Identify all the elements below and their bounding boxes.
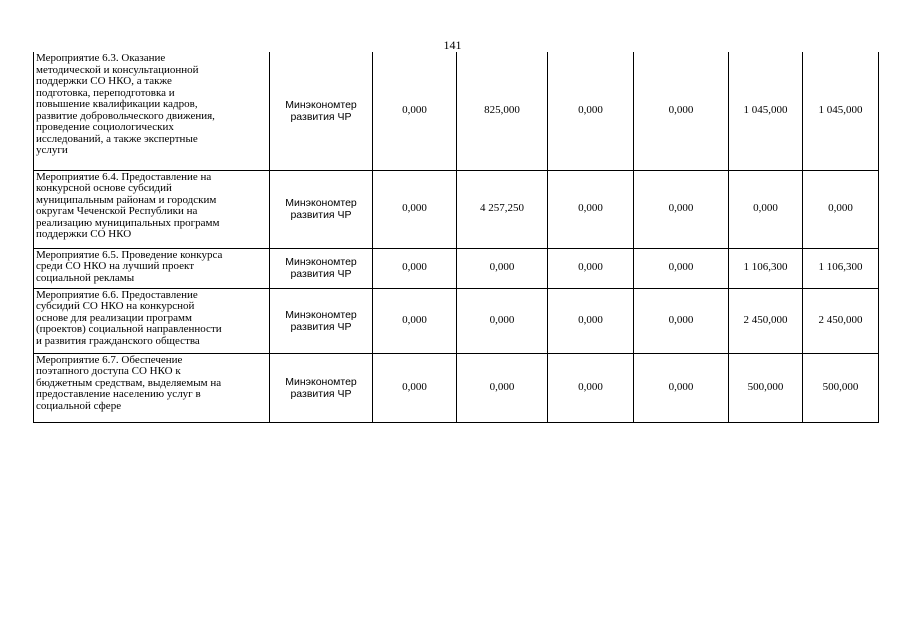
responsible-executor (270, 52, 373, 170)
amount-cell: 500,000 (803, 353, 879, 422)
amount-cell: 0,000 (548, 52, 634, 170)
table-row (34, 52, 879, 170)
activity-description (34, 353, 270, 422)
amount-cell: 0,000 (373, 52, 457, 170)
description-line: методической и консультационной (36, 63, 199, 76)
responsible-line: Минэкономтер (285, 197, 357, 209)
description-line: Мероприятие 6.5. Проведение конкурса (36, 248, 223, 261)
description-line: бюджетным средствам, выделяемым на (36, 376, 222, 389)
description-line: поэтапного доступа СО НКО к (36, 365, 181, 377)
description-line: Мероприятие 6.3. Оказание (36, 52, 166, 64)
amount-cell: 0,000 (548, 170, 634, 248)
amount-cell: 0,000 (548, 288, 634, 353)
responsible-line: Минэкономтер (285, 308, 357, 321)
description-line: поддержки СО НКО (36, 228, 132, 240)
amount-cell: 0,000 (373, 353, 457, 422)
responsible-line: развития ЧР (290, 268, 352, 280)
amount-cell: 0,000 (634, 52, 729, 170)
amount-cell: 500,000 (729, 353, 803, 422)
responsible-line: развития ЧР (290, 209, 352, 221)
table-row (34, 248, 879, 288)
table-row (34, 170, 879, 248)
activity-description (34, 170, 270, 248)
description-line: среди СО НКО на лучший проект (36, 260, 195, 272)
description-line: муниципальным районам и городским (36, 193, 217, 206)
activity-description (34, 52, 270, 170)
description-line: развитие добровольческого движения, (36, 109, 215, 122)
amount-cell: 0,000 (373, 248, 457, 288)
amount-cell: 1 045,000 (803, 52, 879, 170)
amount-cell: 0,000 (634, 170, 729, 248)
amount-cell: 0,000 (634, 288, 729, 353)
amount-cell: 825,000 (457, 52, 548, 170)
activity-description (34, 248, 270, 288)
description-line: основе для реализации программ (36, 311, 192, 324)
amount-cell: 0,000 (548, 353, 634, 422)
amount-cell: 0,000 (373, 170, 457, 248)
responsible-line: развития ЧР (290, 320, 352, 333)
responsible-executor (270, 353, 373, 422)
amount-cell: 1 045,000 (729, 52, 803, 170)
description-line: субсидий СО НКО на конкурсной (36, 300, 195, 312)
responsible-executor (270, 170, 373, 248)
description-line: реализацию муниципальных программ (36, 216, 220, 229)
responsible-executor (270, 288, 373, 353)
description-line: конкурсной основе субсидий (36, 182, 172, 194)
amount-cell: 0,000 (457, 353, 548, 422)
description-line: социальной рекламы (36, 271, 135, 284)
amount-cell: 1 106,300 (729, 248, 803, 288)
responsible-line: развития ЧР (290, 110, 352, 123)
amount-cell: 0,000 (373, 288, 457, 353)
description-line: исследований, а также экспертные (36, 132, 198, 145)
table-row (34, 353, 879, 422)
description-line: и развития гражданского общества (36, 334, 200, 347)
amount-cell: 2 450,000 (803, 288, 879, 353)
description-line: Мероприятие 6.6. Предоставление (36, 288, 198, 301)
activity-description (34, 288, 270, 353)
description-line: округам Чеченской Республики на (36, 205, 198, 217)
amount-cell: 0,000 (457, 248, 548, 288)
responsible-line: Минэкономтер (285, 375, 357, 388)
amount-cell: 4 257,250 (457, 170, 548, 248)
description-line: услуги (36, 144, 68, 156)
description-line: (проектов) социальной направленности (36, 323, 222, 335)
description-line: поддержки СО НКО, а также (36, 75, 172, 87)
amount-cell: 1 106,300 (803, 248, 879, 288)
description-line: повышение квалификации кадров, (36, 98, 198, 110)
table-row (34, 288, 879, 353)
amount-cell: 0,000 (548, 248, 634, 288)
responsible-line: Минэкономтер (285, 256, 357, 268)
amount-cell: 0,000 (803, 170, 879, 248)
responsible-line: развития ЧР (290, 387, 352, 400)
responsible-line: Минэкономтер (285, 98, 357, 111)
amount-cell: 0,000 (729, 170, 803, 248)
description-line: Мероприятие 6.4. Предоставление на (36, 170, 212, 183)
description-line: подготовка, переподготовка и (36, 86, 175, 99)
budget-table (33, 52, 879, 423)
description-line: предоставление населению услуг в (36, 388, 201, 400)
amount-cell: 0,000 (457, 288, 548, 353)
page-number: 141 (443, 38, 462, 52)
amount-cell: 0,000 (634, 353, 729, 422)
description-line: проведение социологических (36, 121, 174, 133)
description-line: Мероприятие 6.7. Обеспечение (36, 353, 183, 366)
description-line: социальной сфере (36, 399, 122, 412)
responsible-executor (270, 248, 373, 288)
amount-cell: 2 450,000 (729, 288, 803, 353)
amount-cell: 0,000 (634, 248, 729, 288)
